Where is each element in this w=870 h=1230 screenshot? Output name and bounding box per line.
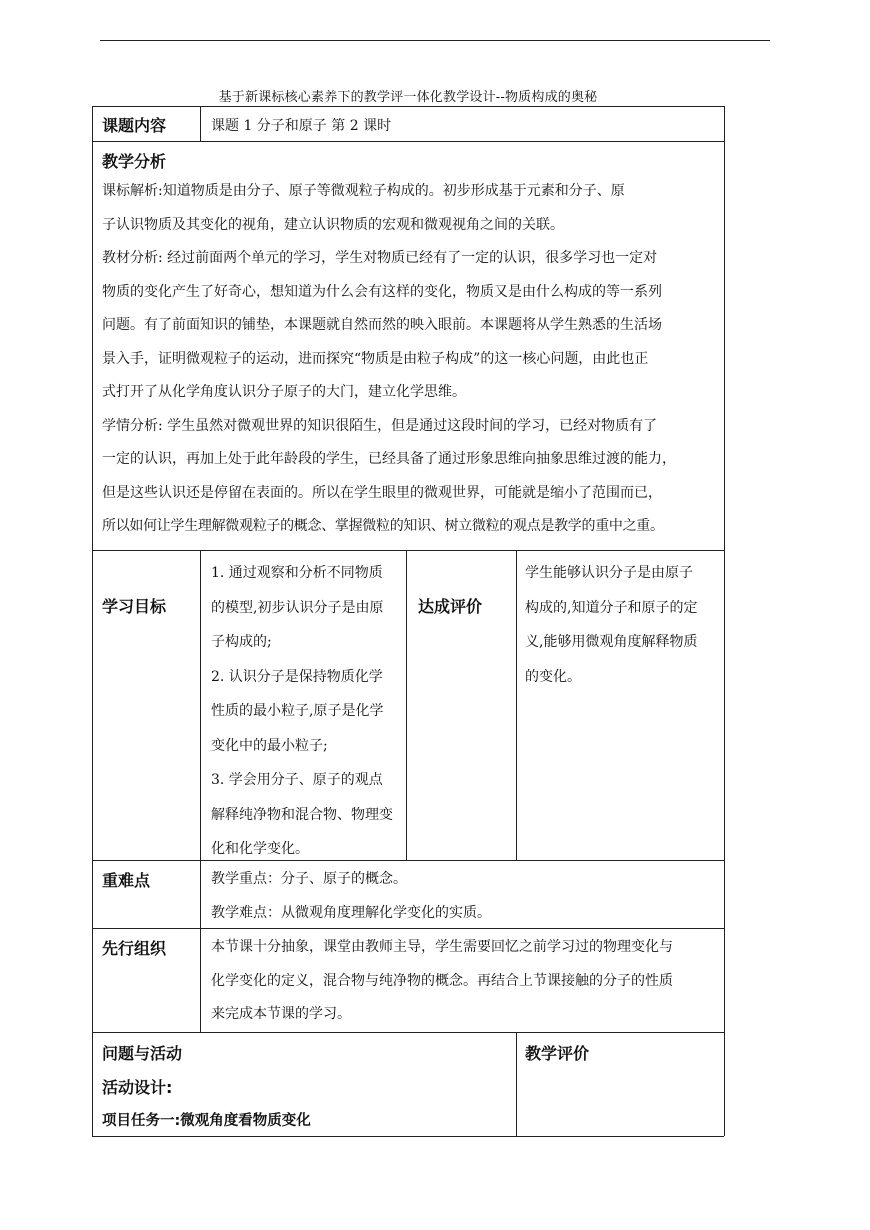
analysis-line: 一定的认识，再加上处于此年龄段的学生，已经具备了通过形象思维向抽象思维过渡的能力，: [102, 451, 676, 467]
organizer-line: 化学变化的定义，混合物与纯净物的概念。再结合上节课接触的分子的性质: [211, 972, 673, 989]
organizer-line: 来完成本节课的学习。: [211, 1006, 351, 1022]
table-rule: [200, 106, 201, 141]
analysis-line: 所以如何让学生理解微观粒子的概念、掌握微粒的知识、树立微粒的观点是教学的重中之重。: [102, 518, 664, 534]
topic-value: 课题 1 分子和原子 第 2 课时: [211, 118, 392, 134]
analysis-body: [102, 175, 720, 544]
evaluation-line: 义,能够用微观角度解释物质: [525, 634, 698, 650]
analysis-line: 课标解析:知道物质是由分子、原子等微观粒子构成的。初步形成基于元素和分子、原: [102, 183, 625, 199]
advance-organizer-text: [211, 931, 721, 1032]
analysis-line: 景入手，证明微观粒子的运动，进而探究“物质是由粒子构成”的这一核心问题，由此也正: [102, 350, 649, 367]
document-title: 基于新课标核心素养下的教学评一体化教学设计--物质构成的奥秘: [218, 90, 598, 105]
table-rule: [516, 550, 517, 860]
table-rule: [406, 550, 407, 860]
objective-line: 1. 通过观察和分析不同物质: [211, 565, 383, 581]
objective-line: 性质的最小粒子,原子是化学: [211, 703, 384, 719]
objective-line: 解释纯净物和混合物、物理变: [211, 806, 393, 823]
lesson-plan-table: [92, 106, 724, 1136]
table-rule: [200, 860, 201, 1032]
analysis-line: 学情分析: 学生虽然对微观世界的知识很陌生，但是通过这段时间的学习，已经对物质有了: [102, 417, 658, 434]
organizer-line: 本节课十分抽象，课堂由教师主导，学生需要回忆之前学习过的物理变化与: [211, 939, 673, 955]
analysis-line: 但是这些认识还是停留在表面的。所以在学生眼里的微观世界，可能就是缩小了范围而已，: [102, 484, 662, 501]
objective-line: 变化中的最小粒子;: [211, 737, 328, 754]
key-point-line: 教学重点：分子、原子的概念。: [211, 871, 407, 887]
table-border-top: [92, 106, 724, 107]
analysis-heading: 教学分析: [102, 152, 167, 171]
topic-label: 课题内容: [102, 116, 167, 135]
key-points-label: 重难点: [102, 871, 151, 890]
objectives-list: [211, 556, 403, 867]
analysis-line: 物质的变化产生了好奇心，想知道为什么会有这样的变化，物质又是由什么构成的等一系列: [102, 283, 662, 300]
analysis-line: 式打开了从化学角度认识分子原子的大门，建立化学思维。: [102, 384, 466, 400]
objective-line: 的模型,初步认识分子是由原: [211, 599, 384, 616]
objective-line: 化和化学变化。: [211, 841, 309, 857]
objective-line: 2. 认识分子是保持物质化学: [211, 668, 383, 685]
objective-line: 3. 学会用分子、原子的观点: [211, 772, 383, 788]
table-border-right: [724, 106, 725, 1136]
table-rule: [200, 550, 201, 860]
table-border-left: [92, 106, 93, 1136]
evaluation-text: [525, 556, 721, 694]
evaluation-line: 的变化。: [525, 668, 581, 685]
table-rule: [92, 860, 724, 861]
analysis-line: 教材分析: 经过前面两个单元的学习，学生对物质已经有了一定的认识，很多学习也一定对: [102, 250, 658, 266]
activity-design-label: 活动设计:: [102, 1078, 173, 1097]
analysis-line: 问题。有了前面知识的铺垫，本课题就自然而然的映入眼前。本课题将从学生熟悉的生活场: [102, 317, 662, 333]
table-rule: [92, 141, 724, 142]
objectives-label: 学习目标: [102, 597, 167, 616]
table-rule: [516, 1032, 517, 1136]
key-point-line: 教学难点：从微观角度理解化学变化的实质。: [211, 904, 491, 921]
teaching-evaluation-heading: 教学评价: [525, 1044, 590, 1063]
table-border-bottom: [92, 1136, 724, 1137]
table-rule: [92, 550, 724, 551]
evaluation-label: 达成评价: [418, 597, 483, 616]
advance-organizer-label: 先行组织: [102, 939, 167, 958]
project-task-label: 项目任务一:微观角度看物质变化: [102, 1113, 311, 1129]
evaluation-line: 构成的,知道分子和原子的定: [525, 599, 698, 616]
header-rule: [100, 40, 770, 41]
objective-line: 子构成的;: [211, 634, 272, 650]
activities-heading: 问题与活动: [102, 1044, 183, 1063]
table-rule: [92, 1032, 724, 1033]
evaluation-line: 学生能够认识分子是由原子: [525, 565, 693, 581]
analysis-line: 子认识物质及其变化的视角，建立认识物质的宏观和微观视角之间的关联。: [102, 216, 564, 233]
key-points-text: [211, 863, 716, 930]
